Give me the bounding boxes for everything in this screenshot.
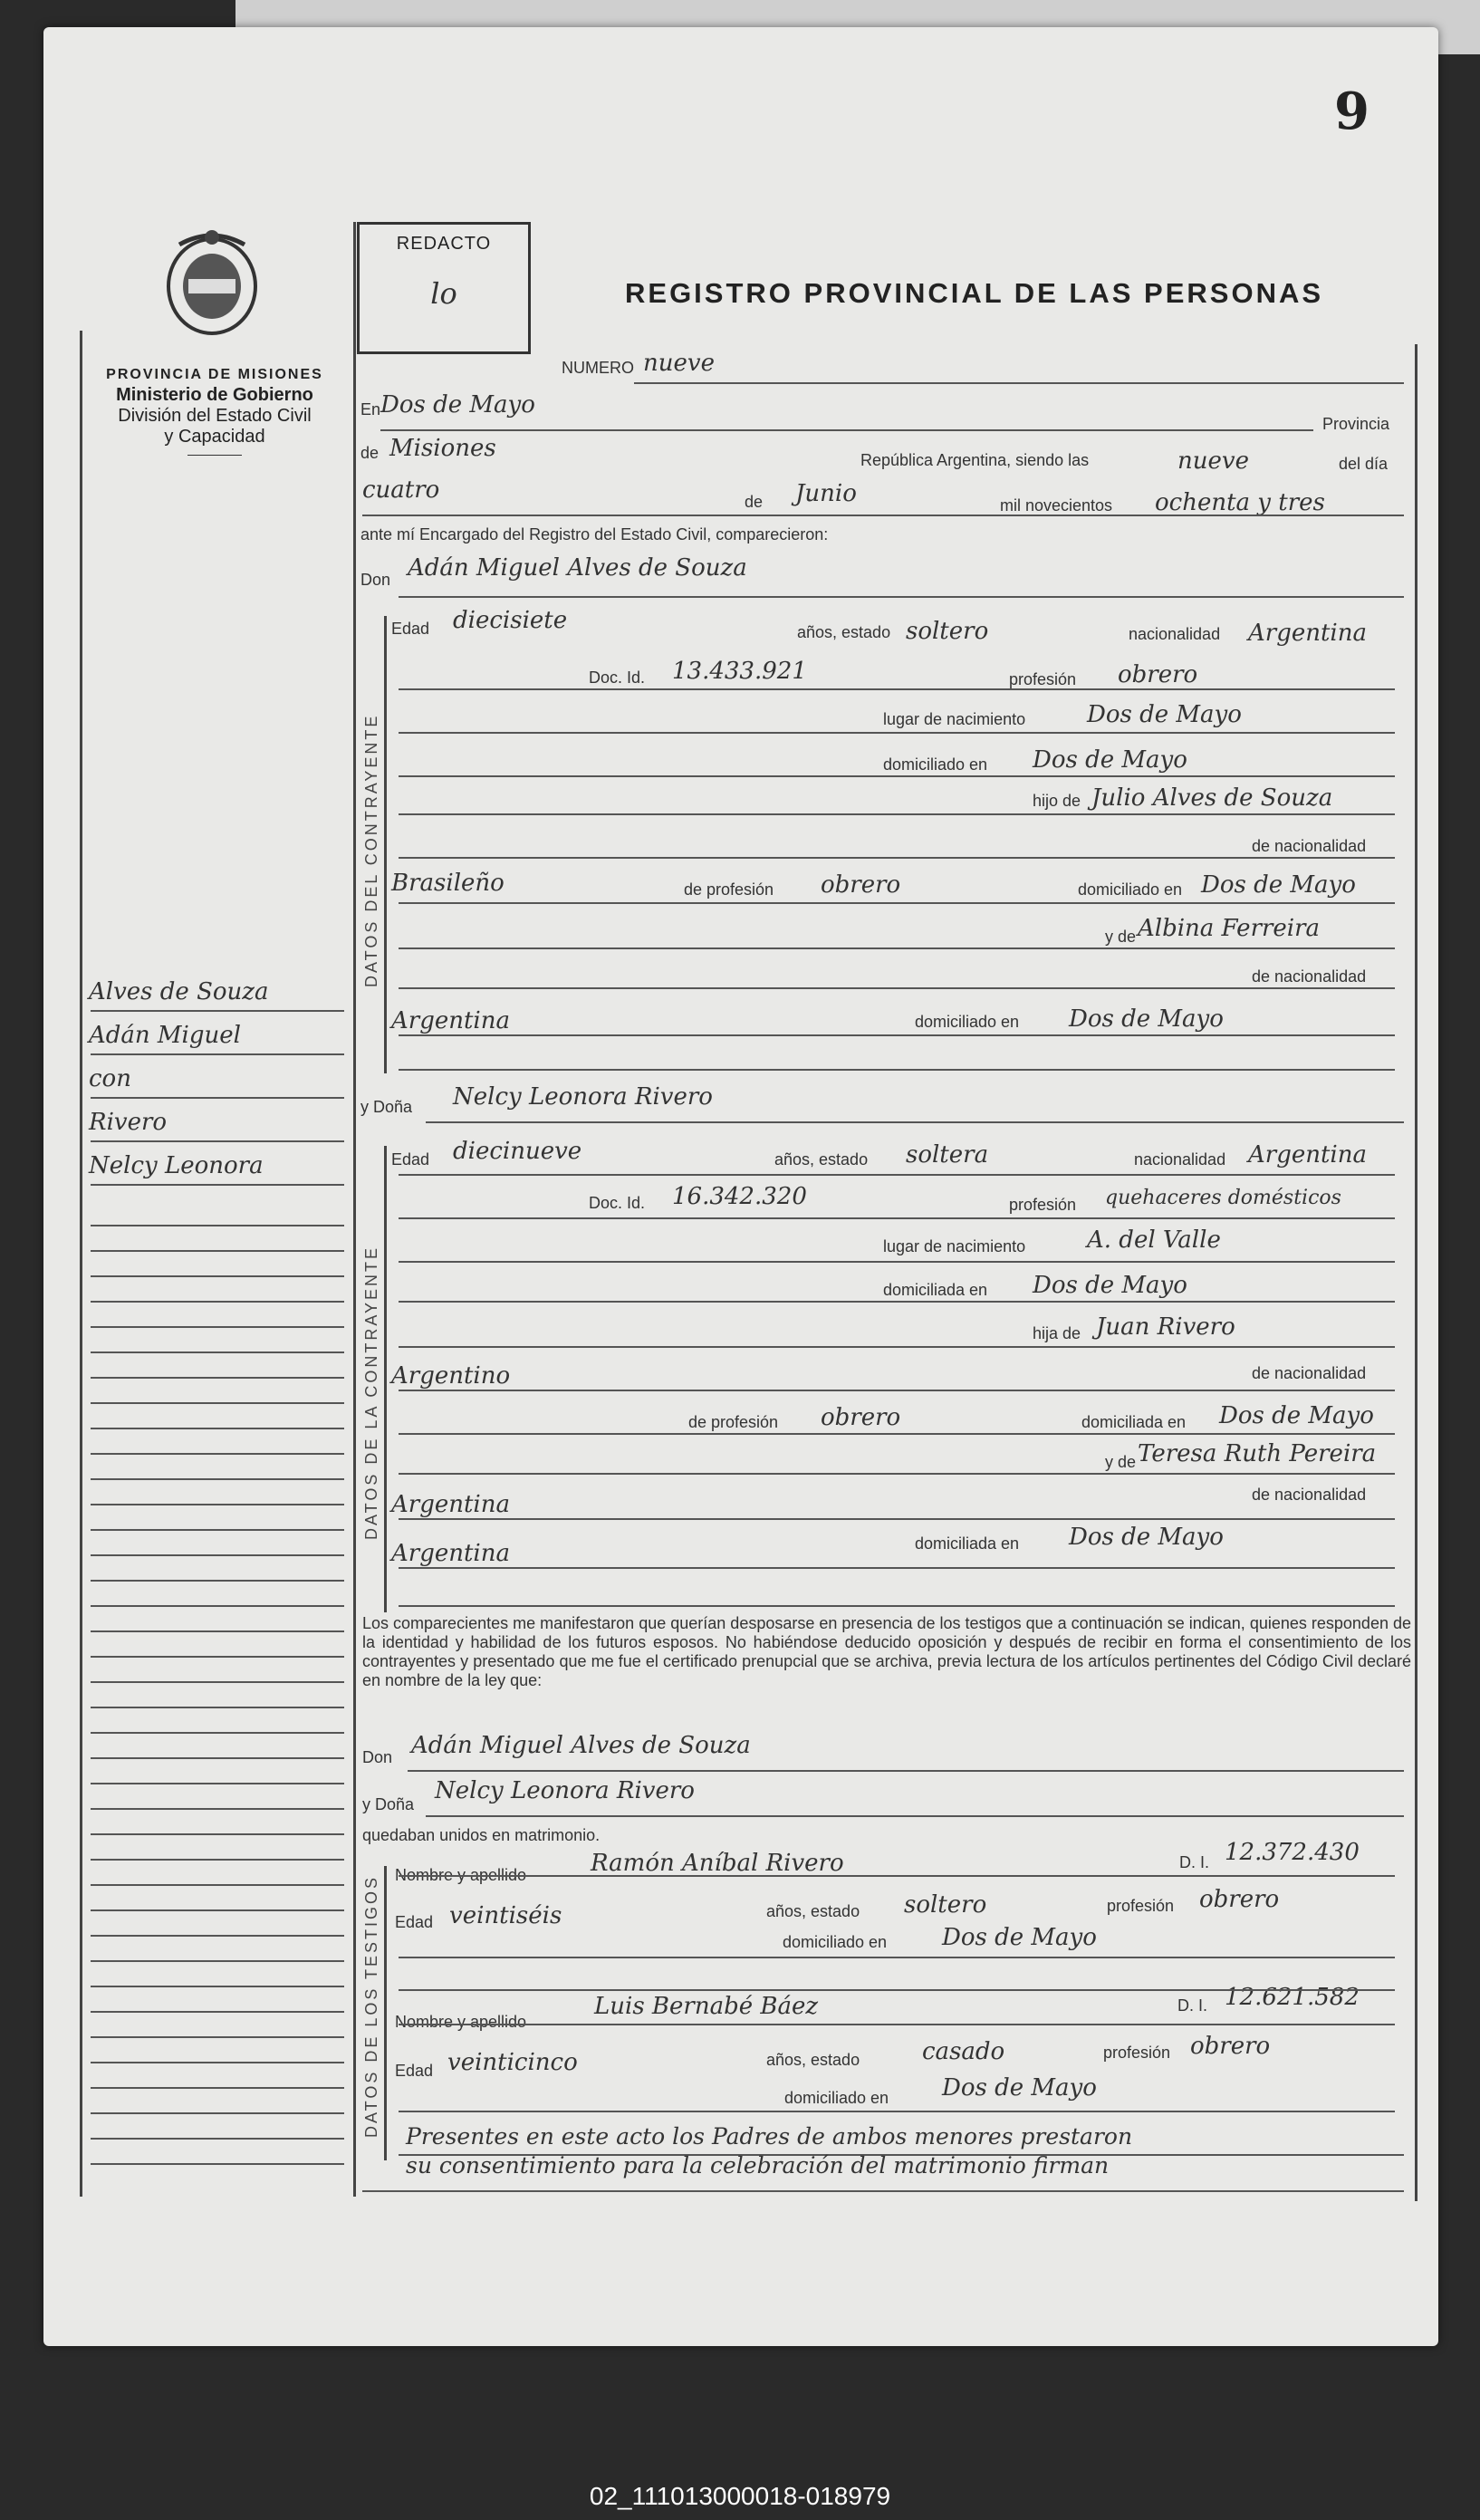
domic4-label: domiciliada en: [883, 1281, 988, 1299]
margin-rule: [91, 1053, 344, 1055]
t2-nombre: Luis Bernabé Báez: [594, 1993, 819, 2020]
page-title: REGISTRO PROVINCIAL DE LAS PERSONAS: [625, 277, 1324, 309]
madre-dom: Dos de Mayo: [1069, 1005, 1224, 1033]
rule: [399, 1217, 1395, 1219]
nac2-value: Argentina: [1248, 1141, 1367, 1169]
t1-anos-label: años, estado: [766, 1902, 860, 1920]
margin-note-5: Nelcy Leonora: [89, 1152, 264, 1179]
divider: [187, 455, 242, 456]
deprof2-label: de profesión: [688, 1413, 779, 1431]
testigos-side-label: DATOS DE LOS TESTIGOS: [362, 1874, 380, 2138]
ministry-block: [83, 364, 346, 456]
numero-label: NUMERO: [562, 359, 634, 377]
rule: [399, 1875, 1395, 1877]
t1-prof: obrero: [1199, 1886, 1280, 1913]
padre2-prof: obrero: [821, 1404, 901, 1431]
t2-edad: veinticinco: [447, 2049, 578, 2076]
t1-estado: soltero: [904, 1891, 987, 1919]
image-code: 02_111013000018-018979: [589, 2482, 891, 2510]
note-line-1: Presentes en este acto los Padres de ambos menores prestaron: [406, 2123, 1133, 2150]
rule: [399, 2111, 1395, 2112]
rule: [399, 1433, 1395, 1435]
rule: [362, 515, 1404, 516]
redacto-label: REDACTO: [396, 234, 492, 254]
form-left-line: [353, 222, 356, 2197]
rule: [399, 775, 1395, 777]
t2-anos-label: años, estado: [766, 2051, 860, 2069]
declaration-text: Los comparecientes me manifestaron que querían desposarse en presencia de los testigos que a continuación se indican, quienes responden de la identidad y habilidad de los futuros esposos. No habiéndose deducido oposición y después de recibir en forma el consentimiento de los contrayentes y presentado que me fue el certificado prenupcial que se archiva, previa lectura de los artículos pertinentes del Código Civil declaré en nombre de la ley que:: [362, 1614, 1411, 1689]
ministry-label: Ministerio de Gobierno: [116, 385, 313, 405]
t2-nombre-label: Nombre y apellido: [395, 2013, 527, 2031]
t2-prof-label: profesión: [1103, 2044, 1171, 2062]
margin-rule: [91, 1140, 344, 1142]
edad-label: Edad: [391, 620, 430, 638]
lugar2-value: A. del Valle: [1087, 1226, 1221, 1254]
rule: [399, 813, 1395, 815]
prof-value: obrero: [1118, 661, 1198, 688]
contrayente-side-label: DATOS DEL CONTRAYENTE: [362, 713, 380, 987]
rule: [399, 1174, 1395, 1176]
contrayente-name: Adán Miguel Alves de Souza: [408, 554, 747, 582]
margin-rule: [91, 1184, 344, 1186]
union-don: Adán Miguel Alves de Souza: [411, 1732, 751, 1759]
redacto-value: lo: [430, 276, 457, 311]
t2-di-label: D. I.: [1177, 1996, 1208, 2015]
rule: [399, 688, 1395, 690]
margin-note-4: Rivero: [89, 1109, 168, 1136]
deprof-label: de profesión: [684, 880, 774, 899]
contrayenta-name: Nelcy Leonora Rivero: [453, 1083, 713, 1111]
rule: [399, 987, 1395, 989]
estado2-value: soltera: [906, 1141, 989, 1169]
hijo-label: hijo de: [1033, 792, 1081, 810]
hora-value: nueve: [1177, 447, 1249, 475]
t2-domic: Dos de Mayo: [942, 2074, 1097, 2102]
edad2-value: diecinueve: [453, 1138, 582, 1165]
note-line-2: su consentimiento para la celebración del matrimonio firman: [406, 2152, 1110, 2179]
t1-domic-label: domiciliado en: [783, 1933, 888, 1951]
union-dona-label: y Doña: [362, 1795, 415, 1813]
prof2-label: profesión: [1009, 1196, 1077, 1214]
hija-label: hija de: [1033, 1324, 1081, 1342]
t1-di-label: D. I.: [1179, 1853, 1210, 1871]
rule: [399, 732, 1395, 734]
padre-nac: Brasileño: [391, 870, 505, 897]
quedaban-label: quedaban unidos en matrimonio.: [362, 1826, 601, 1844]
madre2-nac2: Argentina: [391, 1540, 510, 1567]
nac2-label: nacionalidad: [1134, 1150, 1226, 1169]
rule: [426, 1121, 1404, 1123]
domic5-label: domiciliada en: [1081, 1413, 1187, 1431]
rule: [399, 1957, 1395, 1958]
de-label: de: [360, 444, 380, 462]
lugar-label: lugar de nacimiento: [883, 710, 1026, 728]
rule: [399, 1567, 1395, 1569]
redacto-box: [357, 222, 531, 354]
rule: [408, 1770, 1404, 1772]
form-right-line: [1415, 344, 1418, 2201]
prof-label: profesión: [1009, 670, 1077, 688]
rule: [399, 1301, 1395, 1303]
provincia-value: Misiones: [389, 435, 496, 462]
padre2-nac: Argentino: [391, 1362, 511, 1390]
t1-nombre-label: Nombre y apellido: [395, 1866, 527, 1884]
division-label: División del Estado Civil: [118, 406, 312, 426]
t1-di: 12.372.430: [1225, 1839, 1360, 1866]
doc-label: Doc. Id.: [589, 668, 646, 687]
t1-domic: Dos de Mayo: [942, 1924, 1097, 1951]
edad-value: diecisiete: [453, 607, 568, 634]
rule: [399, 1605, 1395, 1607]
anio-value: ochenta y tres: [1155, 489, 1325, 516]
domic4-value: Dos de Mayo: [1033, 1272, 1187, 1299]
rule: [399, 1069, 1395, 1071]
don-label: Don: [360, 571, 391, 589]
madre2-dom: Dos de Mayo: [1069, 1524, 1224, 1551]
padre-prof: obrero: [821, 871, 901, 899]
left-margin-line: [80, 331, 82, 2197]
domic-value: Dos de Mayo: [1033, 746, 1187, 774]
madre-name: Albina Ferreira: [1138, 915, 1321, 942]
del-dia-label: del día: [1339, 455, 1389, 473]
prof2-value: quehaceres domésticos: [1105, 1187, 1341, 1209]
t2-di: 12.621.582: [1225, 1984, 1360, 2011]
numero-value: nueve: [643, 350, 715, 377]
t1-nombre: Ramón Aníbal Rivero: [591, 1850, 844, 1877]
rule: [426, 1815, 1404, 1817]
rule: [399, 902, 1395, 904]
rule: [399, 1473, 1395, 1475]
margin-rule: [91, 1097, 344, 1099]
doc-value: 13.433.921: [672, 658, 807, 685]
doc2-label: Doc. Id.: [589, 1194, 646, 1212]
de2-label: de: [745, 493, 764, 511]
contrayenta-side-label: DATOS DE LA CONTRAYENTE: [362, 1245, 380, 1540]
lugar-value: Dos de Mayo: [1087, 701, 1242, 728]
t1-edad: veintiséis: [449, 1902, 562, 1929]
margin-note-3: con: [89, 1065, 131, 1092]
margin-note-1: Alves de Souza: [89, 978, 269, 1005]
yde2-label: y de: [1105, 1453, 1137, 1471]
t1-prof-label: profesión: [1107, 1897, 1175, 1915]
rule: [399, 947, 1395, 949]
nac-label: nacionalidad: [1129, 625, 1221, 643]
anos2-label: años, estado: [774, 1150, 869, 1169]
union-don-label: Don: [362, 1748, 393, 1766]
rule: [399, 1261, 1395, 1263]
republica-label: República Argentina, siendo las: [860, 451, 1090, 469]
coat-of-arms-icon: [161, 226, 263, 341]
rule: [380, 429, 1313, 431]
madre-nac: Argentina: [391, 1007, 510, 1034]
t1-edad-label: Edad: [395, 1913, 434, 1931]
domic-label: domiciliado en: [883, 755, 988, 774]
testigos-bracket: [384, 1866, 387, 2160]
padre2-dom: Dos de Mayo: [1219, 1402, 1374, 1429]
madre2-name: Teresa Ruth Pereira: [1138, 1440, 1377, 1467]
rule: [399, 1518, 1395, 1520]
t2-edad-label: Edad: [395, 2062, 434, 2080]
yde-label: y de: [1105, 928, 1137, 946]
anos-label: años, estado: [797, 623, 891, 641]
rule: [399, 596, 1404, 598]
t2-prof: obrero: [1190, 2033, 1271, 2060]
rule: [399, 2024, 1395, 2025]
denac4-label: de nacionalidad: [1252, 1486, 1367, 1504]
ante-label: ante mí Encargado del Registro del Estado Civil, comparecieron:: [360, 525, 829, 543]
rule: [399, 857, 1395, 859]
estado-value: soltero: [906, 618, 989, 645]
rule: [399, 1989, 1395, 1991]
page-number: 9: [1334, 82, 1369, 141]
domic6-label: domiciliada en: [915, 1534, 1020, 1553]
provincia-label: Provincia: [1322, 415, 1390, 433]
denac3-label: de nacionalidad: [1252, 1364, 1367, 1382]
rule: [399, 1034, 1395, 1036]
contrayente-bracket: [384, 616, 387, 1073]
en-label: En: [360, 400, 381, 418]
dia-value: cuatro: [362, 476, 440, 504]
lugar2-label: lugar de nacimiento: [883, 1237, 1026, 1255]
margin-ruled-lines: [91, 1225, 344, 2188]
en-value: Dos de Mayo: [380, 391, 535, 418]
t2-estado: casado: [922, 2038, 1005, 2065]
t2-domic-label: domiciliado en: [784, 2089, 889, 2107]
denac-label: de nacionalidad: [1252, 837, 1367, 855]
doc2-value: 16.342.320: [672, 1183, 807, 1210]
rule: [399, 1346, 1395, 1348]
dona-label: y Doña: [360, 1098, 413, 1116]
capacity-label: y Capacidad: [164, 427, 265, 447]
mes-value: Junio: [795, 480, 857, 507]
margin-rule: [91, 1010, 344, 1012]
rule: [634, 382, 1404, 384]
madre2-nac: Argentina: [391, 1491, 510, 1518]
denac2-label: de nacionalidad: [1252, 967, 1367, 986]
province-label: PROVINCIA DE MISIONES: [106, 367, 323, 382]
mil-label: mil novecientos: [1000, 496, 1113, 515]
margin-note-2: Adán Miguel: [89, 1022, 241, 1049]
padre-name: Julio Alves de Souza: [1091, 784, 1333, 812]
edad2-label: Edad: [391, 1150, 430, 1169]
padre2-name: Juan Rivero: [1096, 1313, 1235, 1341]
union-dona: Nelcy Leonora Rivero: [435, 1777, 695, 1804]
contrayenta-bracket: [384, 1146, 387, 1612]
domic2-label: domiciliado en: [1078, 880, 1183, 899]
padre-dom: Dos de Mayo: [1201, 871, 1356, 899]
nac-value: Argentina: [1248, 620, 1367, 647]
rule: [362, 2190, 1404, 2192]
rule: [399, 1390, 1395, 1391]
domic3-label: domiciliado en: [915, 1013, 1020, 1031]
